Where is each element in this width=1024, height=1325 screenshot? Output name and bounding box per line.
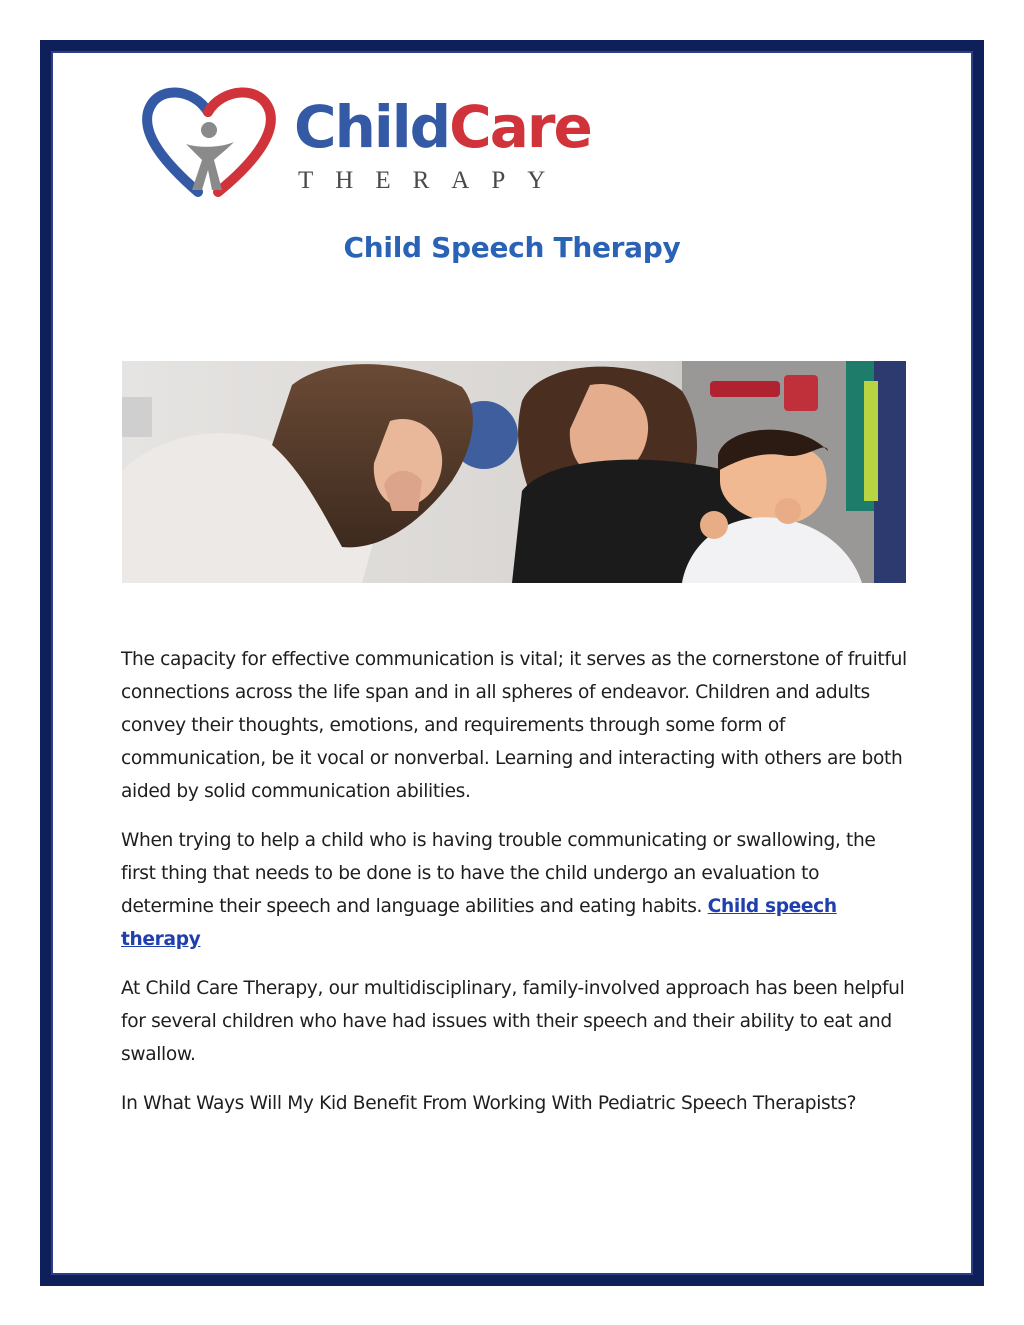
paragraph-evaluation	[121, 824, 911, 956]
heart-figure-logo-icon	[142, 86, 282, 201]
article-body	[121, 643, 911, 1136]
speech-therapy-session-photo	[122, 361, 906, 583]
child-speech-therapy-link[interactable]: Child speech therapy	[121, 896, 837, 950]
logo-wordmark	[294, 92, 591, 162]
paragraph-intro: The capacity for effective communication is vital; it serves as the cornerstone of fruitful connections across the life span and in all spheres of endeavor. Children and adults convey their thoughts, emotions, and requirements through some form of communication, be it vocal or nonverbal. Learning and interacting with others are both aided by solid communication abilities.	[121, 649, 907, 802]
paragraph-approach: At Child Care Therapy, our multidisciplinary, family-involved approach has been helpful for several children who have had issues with their speech and their ability to eat and swallow.	[121, 978, 905, 1065]
logo-word-care: Care	[449, 93, 591, 161]
page-title: Child Speech Therapy	[343, 231, 681, 264]
logo-subtitle: THERAPY	[298, 167, 568, 194]
logo-word-child: Child	[294, 93, 450, 161]
logo	[142, 86, 591, 201]
paragraph-evaluation-text: When trying to help a child who is having trouble communicating or swallowing, the first thing that needs to be done is to have the child undergo an evaluation to determine their speech and language abilities and eating habits.	[121, 830, 876, 917]
paragraph-question: In What Ways Will My Kid Benefit From Working With Pediatric Speech Therapists?	[121, 1093, 857, 1114]
